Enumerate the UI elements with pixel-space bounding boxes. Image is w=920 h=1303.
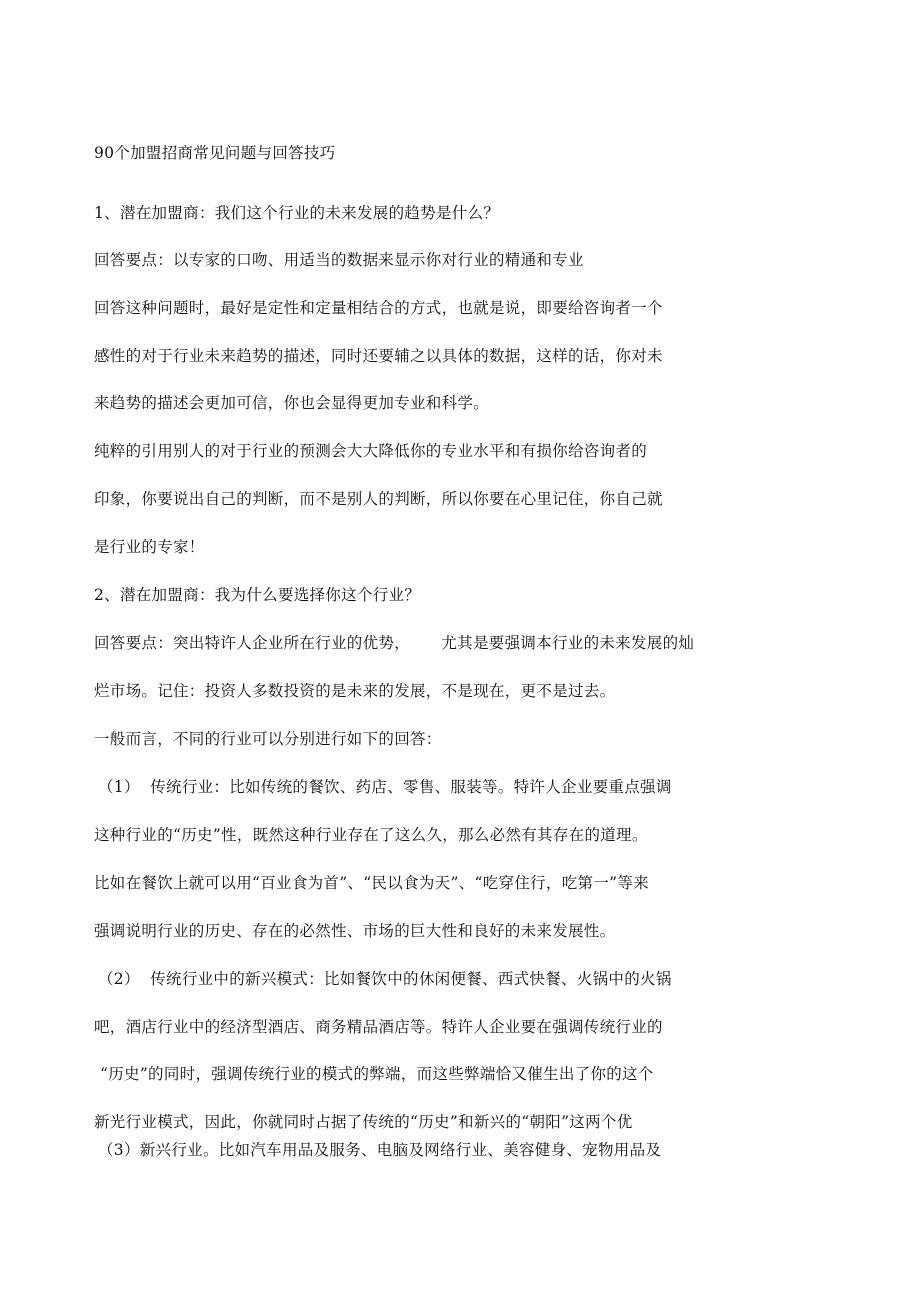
paragraph-line: 强调说明行业的历史、存在的必然性、市场的巨大性和良好的未来发展性。 [94,922,616,940]
list-item-1: （1） 传统行业：比如传统的餐饮、药店、零售、服装等。特许人企业要重点强调 [98,778,672,796]
paragraph-line: 纯粹的引用别人的对于行业的预测会大大降低你的专业水平和有损你给咨询者的 [94,442,648,460]
paragraph-line: 是行业的专家！ [94,538,205,556]
paragraph-line: 回答这种问题时，最好是定性和定量相结合的方式，也就是说，即要给咨询者一个 [94,299,663,317]
paragraph-line: 比如在餐饮上就可以用“百业食为首”、“民以食为天”、“吃穿住行，吃第一”等来 [94,874,649,892]
document-title: 90个加盟招商常见问题与回答技巧 [94,144,336,162]
list-item-2: （2） 传统行业中的新兴模式：比如餐饮中的休闲便餐、西式快餐、火锅中的火锅 [98,970,672,988]
paragraph-line: “历史”的同时，强调传统行业的模式的弊端，而这些弊端恰又催生出了你的这个 [100,1065,654,1083]
paragraph-line: 一般而言，不同的行业可以分别进行如下的回答： [94,730,442,748]
answer-point-2: 回答要点：突出特许人企业所在行业的优势， 尤其是要强调本行业的未来发展的灿 [94,634,695,652]
paragraph-line: 印象，你要说出自己的判断，而不是别人的判断，所以你要在心里记住，你自己就 [94,490,663,508]
paragraph-line: 烂市场。记住：投资人多数投资的是未来的发展，不是现在，更不是过去。 [94,682,616,700]
paragraph-line: 来趋势的描述会更加可信，你也会显得更加专业和科学。 [94,394,490,412]
paragraph-line: 新光行业模式，因此，你就同时占据了传统的“历史”和新兴的“朝阳”这两个优 [94,1113,633,1131]
list-item-3: （3）新兴行业。比如汽车用品及服务、电脑及网络行业、美容健身、宠物用品及 [98,1141,662,1159]
question-2: 2、潜在加盟商：我为什么要选择你这个行业？ [94,586,421,604]
paragraph-line: 这种行业的“历史”性，既然这种行业存在了这么久，那么必然有其存在的道理。 [94,826,648,844]
question-1: 1、潜在加盟商：我们这个行业的未来发展的趋势是什么？ [94,204,500,222]
paragraph-line: 感性的对于行业未来趋势的描述，同时还要辅之以具体的数据，这样的话，你对未 [94,347,663,365]
answer-point-1: 回答要点：以专家的口吻、用适当的数据来显示你对行业的精通和专业 [94,251,584,269]
paragraph-line: 吧，酒店行业中的经济型酒店、商务精品酒店等。特许人企业要在强调传统行业的 [94,1018,663,1036]
